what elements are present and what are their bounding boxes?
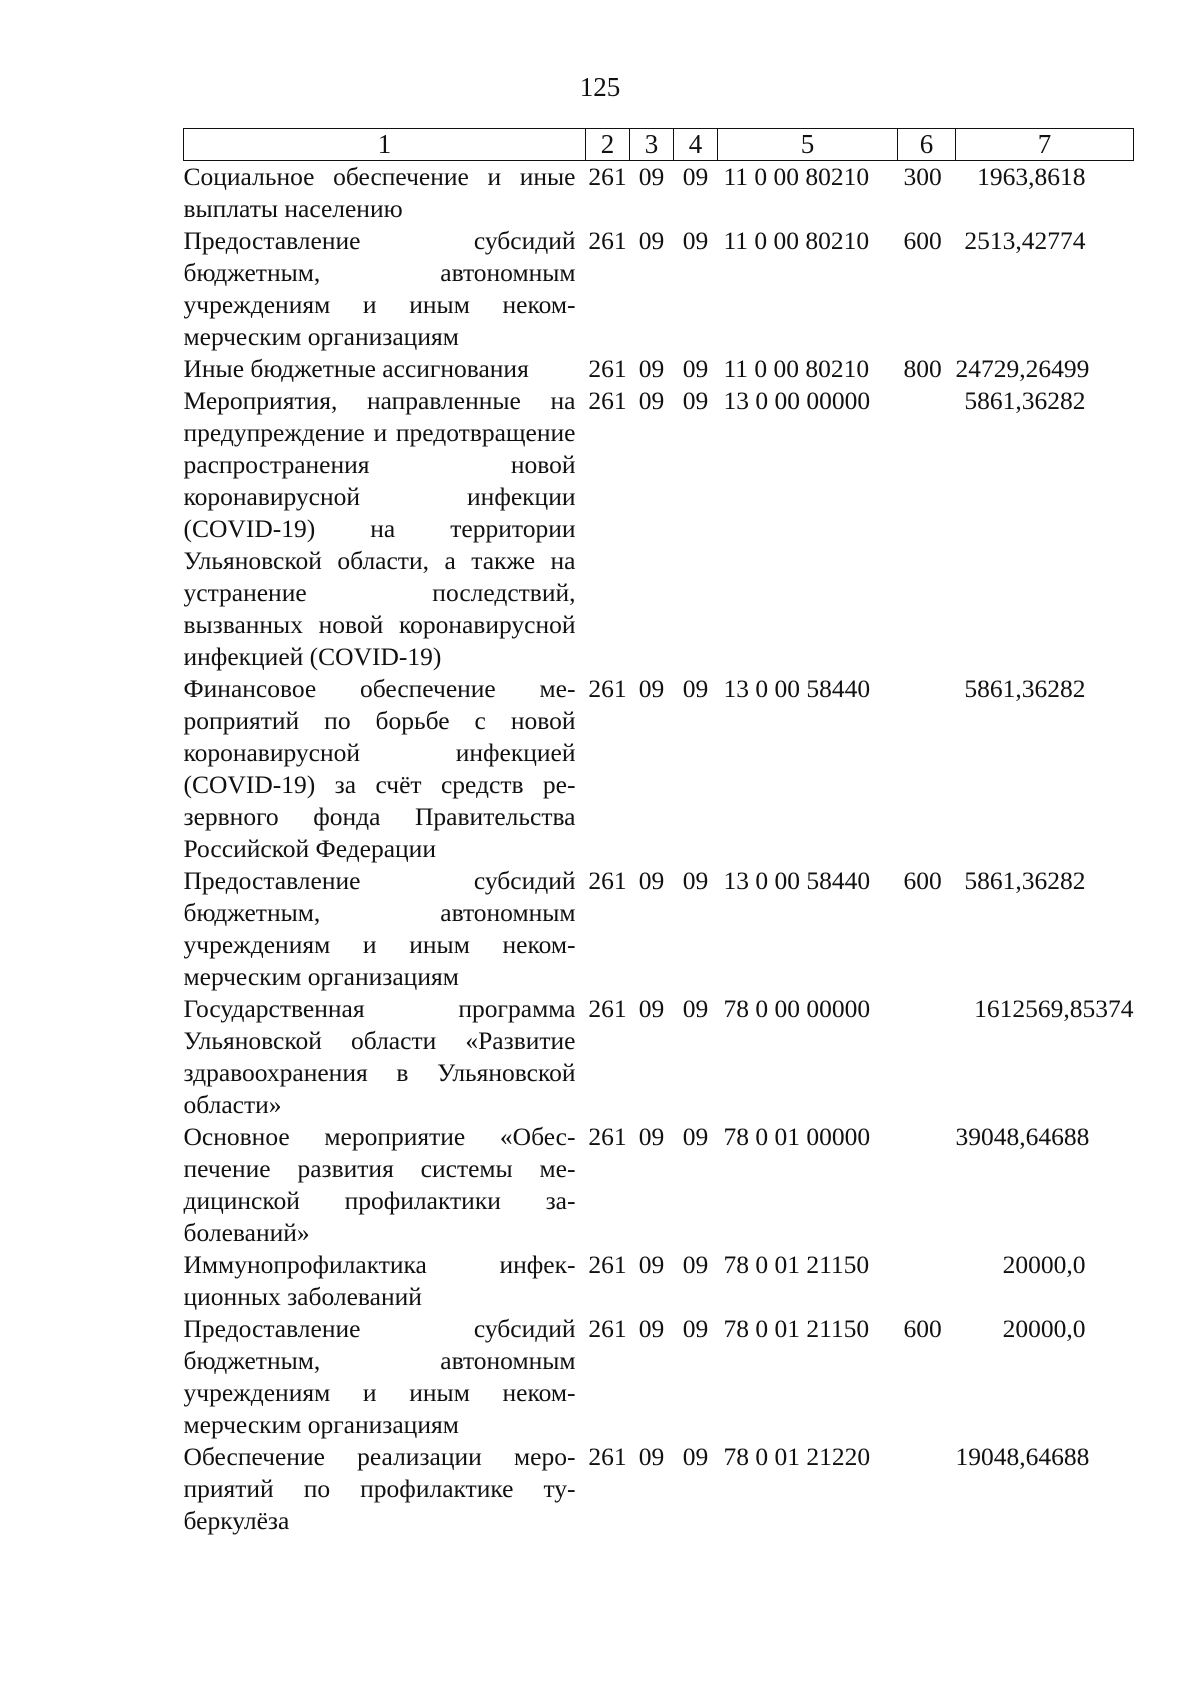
- row-name: Государственная программа Ульяновской области «Развитие здравоохранения в Ульяновской области»: [183, 994, 576, 1119]
- table-row: [184, 225, 1134, 353]
- row-amount: 20000,0: [1002, 1314, 1086, 1343]
- header-col-2: 2: [586, 129, 630, 161]
- row-admin-code: 261: [588, 674, 627, 703]
- row-target-article: 13 0 00 58440: [723, 674, 871, 703]
- table-row: [184, 385, 1134, 673]
- row-section-code: 09: [638, 354, 665, 383]
- row-name: Социальное обеспечение и иные выплаты населению: [183, 162, 576, 223]
- row-subsection-code: 09: [682, 674, 709, 703]
- row-expense-type: 800: [903, 354, 942, 383]
- header-col-6: 6: [898, 129, 956, 161]
- header-col-4: 4: [674, 129, 718, 161]
- row-subsection-code: 09: [682, 1314, 709, 1343]
- row-target-article: 78 0 00 00000: [723, 994, 871, 1023]
- row-admin-code: 261: [588, 994, 627, 1023]
- row-target-article: 78 0 01 00000: [723, 1122, 871, 1151]
- row-section-code: 09: [638, 1442, 665, 1471]
- row-amount: 2513,42774: [964, 226, 1086, 255]
- table-row: [184, 1121, 1134, 1249]
- row-target-article: 11 0 00 80210: [723, 162, 870, 191]
- row-name: Финансовое обеспечение мероприятий по борьбе с новой коронавирусной инфекцией (COVID-19) за счёт средств резервного фонда Правительства Российской Федерации: [183, 674, 576, 863]
- row-amount: 19048,64688: [955, 1442, 1090, 1471]
- row-subsection-code: 09: [682, 866, 709, 895]
- row-amount: 5861,36282: [964, 866, 1086, 895]
- row-target-article: 11 0 00 80210: [723, 354, 870, 383]
- row-target-article: 13 0 00 58440: [723, 866, 871, 895]
- row-amount: 5861,36282: [964, 674, 1086, 703]
- budget-table: [183, 128, 1134, 1537]
- row-section-code: 09: [638, 226, 665, 255]
- row-admin-code: 261: [588, 1442, 627, 1471]
- row-admin-code: 261: [588, 1122, 627, 1151]
- table-row: [184, 1441, 1134, 1537]
- row-subsection-code: 09: [682, 994, 709, 1023]
- row-expense-type: 300: [903, 162, 942, 191]
- row-expense-type: [898, 673, 956, 865]
- row-subsection-code: 09: [682, 1250, 709, 1279]
- row-section-code: 09: [638, 1122, 665, 1151]
- row-section-code: 09: [638, 386, 665, 415]
- row-expense-type: 600: [903, 866, 942, 895]
- header-col-3: 3: [630, 129, 674, 161]
- row-name: Обеспечение реализации мероприятий по профилактике туберкулёза: [183, 1442, 576, 1535]
- row-amount: 39048,64688: [955, 1122, 1090, 1151]
- row-target-article: 78 0 01 21150: [723, 1250, 870, 1279]
- row-name: Иные бюджетные ассигнования: [183, 354, 529, 383]
- row-section-code: 09: [638, 674, 665, 703]
- row-expense-type: [898, 385, 956, 673]
- row-amount: 24729,26499: [955, 354, 1090, 383]
- table-row: [184, 353, 1134, 385]
- header-col-7: 7: [956, 129, 1134, 161]
- row-admin-code: 261: [588, 386, 627, 415]
- row-admin-code: 261: [588, 1314, 627, 1343]
- row-admin-code: 261: [588, 226, 627, 255]
- row-amount: 1963,8618: [977, 162, 1086, 191]
- row-subsection-code: 09: [682, 354, 709, 383]
- row-amount: 20000,0: [1002, 1250, 1086, 1279]
- table-row: [184, 1249, 1134, 1313]
- row-name: Иммунопрофилактика инфекционных заболеваний: [183, 1250, 576, 1311]
- row-section-code: 09: [638, 162, 665, 191]
- row-section-code: 09: [638, 1250, 665, 1279]
- table-body: [184, 161, 1134, 1538]
- row-subsection-code: 09: [682, 1442, 709, 1471]
- page-number: 125: [579, 72, 621, 102]
- row-expense-type: 600: [903, 226, 942, 255]
- row-admin-code: 261: [588, 866, 627, 895]
- budget-table-container: [183, 128, 1133, 1537]
- row-name: Предоставление субсидий бюджетным, автономным учреждениям и иным некоммерческим организациям: [183, 226, 576, 351]
- header-col-1: 1: [184, 129, 586, 161]
- row-section-code: 09: [638, 1314, 665, 1343]
- row-name: Основное мероприятие «Обеспечение развития системы медицинской профилактики заболеваний»: [183, 1122, 576, 1247]
- row-expense-type: [898, 993, 956, 1121]
- header-col-5: 5: [718, 129, 898, 161]
- row-name: Мероприятия, направленные на предупреждение и предотвращение распространения новой коронавирусной инфекции (COVID-19) на территории Ульяновской области, а также на устранение последствий, вызванных новой коронавирусной инфекцией (COVID-19): [183, 386, 576, 671]
- row-target-article: 11 0 00 80210: [723, 226, 870, 255]
- row-section-code: 09: [638, 994, 665, 1023]
- row-admin-code: 261: [588, 354, 627, 383]
- row-expense-type: [898, 1249, 956, 1313]
- table-row: [184, 673, 1134, 865]
- row-admin-code: 261: [588, 162, 627, 191]
- row-name: Предоставление субсидий бюджетным, автономным учреждениям и иным некоммерческим организациям: [183, 866, 576, 991]
- table-header: [184, 129, 1134, 161]
- row-target-article: 78 0 01 21220: [723, 1442, 871, 1471]
- row-section-code: 09: [638, 866, 665, 895]
- row-amount: 5861,36282: [964, 386, 1086, 415]
- row-subsection-code: 09: [682, 226, 709, 255]
- row-subsection-code: 09: [682, 162, 709, 191]
- row-name: Предоставление субсидий бюджетным, автономным учреждениям и иным некоммерческим организациям: [183, 1314, 576, 1439]
- table-row: [184, 161, 1134, 226]
- row-expense-type: 600: [903, 1314, 942, 1343]
- table-row: [184, 1313, 1134, 1441]
- row-admin-code: 261: [588, 1250, 627, 1279]
- row-target-article: 78 0 01 21150: [723, 1314, 870, 1343]
- table-header-row: [184, 129, 1134, 161]
- row-subsection-code: 09: [682, 386, 709, 415]
- row-amount: 1612569,85374: [974, 994, 1134, 1023]
- table-row: [184, 993, 1134, 1121]
- row-subsection-code: 09: [682, 1122, 709, 1151]
- row-expense-type: [898, 1441, 956, 1537]
- row-expense-type: [898, 1121, 956, 1249]
- table-row: [184, 865, 1134, 993]
- row-target-article: 13 0 00 00000: [723, 386, 871, 415]
